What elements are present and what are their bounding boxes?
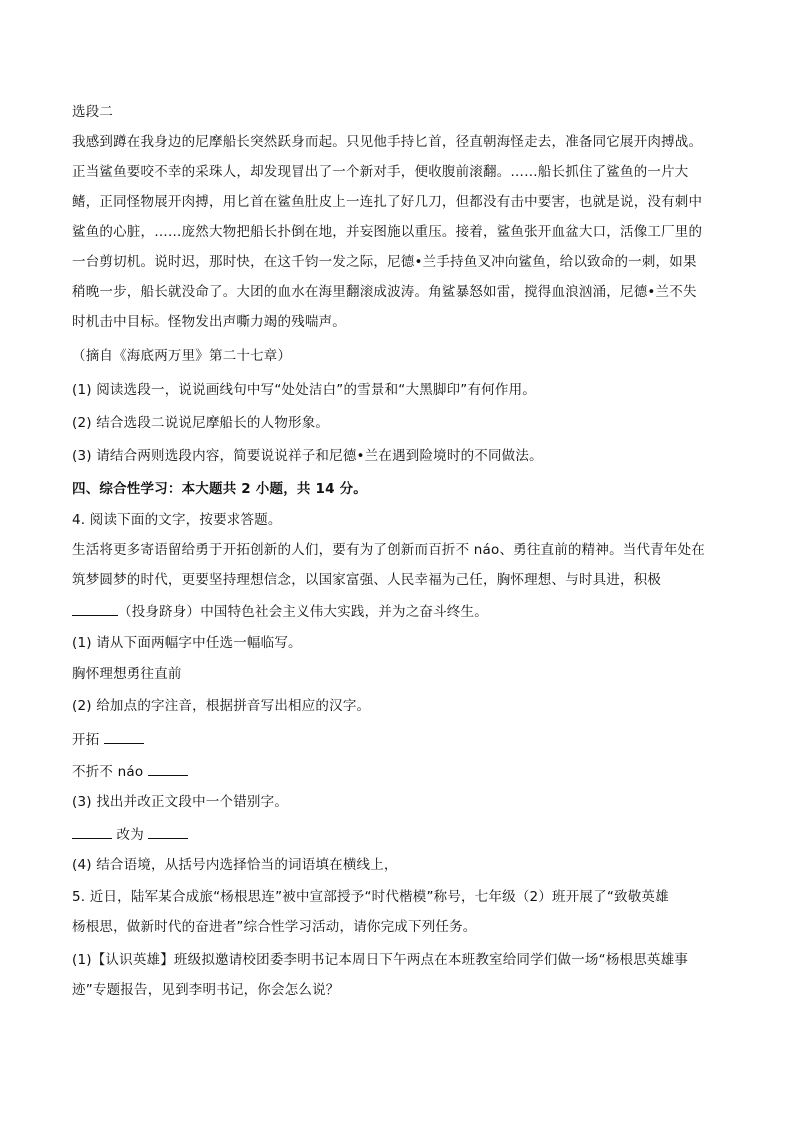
fill-line — [72, 729, 732, 749]
change-label: 改为 — [116, 827, 144, 843]
question-item: (3) 请结合两则选段内容，简要说说祥子和尼德•兰在遇到险境时的不同做法。 — [72, 448, 543, 464]
answer-blank[interactable] — [148, 824, 188, 839]
word-label: 开拓 — [72, 732, 100, 748]
passage-line: 稍晚一步，船长就没命了。大团的血水在海里翻滚成波涛。角鲨暴怒如雷，搅得血浪汹涌，尼德•兰不失 — [72, 284, 697, 300]
question-item: (4) 结合语境，从括号内选择恰当的词语填在横线上， — [72, 857, 398, 873]
answer-blank[interactable] — [148, 761, 188, 776]
passage-line-with-blank — [72, 601, 732, 621]
passage-line: 生活将更多寄语留给勇于开拓创新的人们，要有为了创新而百折不 náo、勇往直前的精神。当代青年处在 — [72, 542, 705, 558]
passage-line: 正当鲨鱼要咬不幸的采珠人，却发现冒出了一个新对手，便收腹前滚翻。……船长抓住了鲨鱼的一片大 — [72, 164, 689, 180]
question-line: 5. 近日，陆军某合成旅“杨根思连”被中宣部授予“时代楷模”称号，七年级（2）班开展了“致敬英雄 — [72, 889, 669, 905]
section-heading: 四、综合性学习：本大题共 2 小题，共 14 分。 — [72, 481, 367, 497]
passage-line: 一台剪切机。说时迟，那时快，在这千钧一发之际，尼德•兰手持鱼叉冲向鲨鱼，给以致命的一刺，如果 — [72, 254, 697, 270]
passage-text: （投身跻身）中国特色社会主义伟大实践，并为之奋斗终生。 — [118, 604, 488, 620]
calligraphy-text: 胸怀理想勇往直前 — [72, 666, 182, 682]
answer-blank[interactable] — [104, 729, 144, 744]
answer-blank[interactable] — [72, 824, 112, 839]
passage-line: 鲨鱼的心脏，……庞然大物把船长扑倒在地，并妄图施以重压。接着，鲨鱼张开血盆大口，活像工厂里的 — [72, 224, 703, 240]
question-line: 迹”专题报告，见到李明书记，你会怎么说？ — [72, 982, 340, 998]
section-label: 选段二 — [72, 104, 114, 120]
question-item: (2) 给加点的字注音，根据拼音写出相应的汉字。 — [72, 698, 371, 714]
fill-line — [72, 824, 732, 844]
question-item: (3) 找出并改正文段中一个错别字。 — [72, 794, 289, 810]
fill-line — [72, 761, 732, 781]
question-line: (1)【认识英雄】班级拟邀请校团委李明书记本周日下午两点在本班教室给同学们做一场“杨根思英雄事 — [72, 952, 689, 968]
question-line: 杨根思，做新时代的奋进者”综合性学习活动，请你完成下列任务。 — [72, 919, 477, 935]
passage-line: 时机击中目标。怪物发出声嘶力竭的残喘声。 — [72, 314, 346, 330]
passage-line: 鳍，正同怪物展开肉搏，用匕首在鲨鱼肚皮上一连扎了好几刀，但都没有击中要害，也就是说，没有刺中 — [72, 194, 703, 210]
question-stem: 4. 阅读下面的文字，按要求答题。 — [72, 512, 282, 528]
answer-blank[interactable] — [72, 601, 118, 616]
passage-line: 筑梦圆梦的时代，更要坚持理想信念，以国家富强、人民幸福为己任，胸怀理想、与时具进，积极 — [72, 572, 662, 588]
question-item: (2) 结合选段二说说尼摩船长的人物形象。 — [72, 415, 330, 431]
question-item: (1) 请从下面两幅字中任选一幅临写。 — [72, 635, 302, 651]
question-item: (1) 阅读选段一，说说画线句中写“处处洁白”的雪景和“大黑脚印”有何作用。 — [72, 382, 536, 398]
word-label: 不折不 náo — [72, 764, 144, 780]
citation: （摘自《海底两万里》第二十七章） — [72, 348, 292, 364]
passage-line: 我感到蹲在我身边的尼摩船长突然跃身而起。只见他手持匕首，径直朝海怪走去，准备同它展开肉搏战。 — [72, 134, 703, 150]
